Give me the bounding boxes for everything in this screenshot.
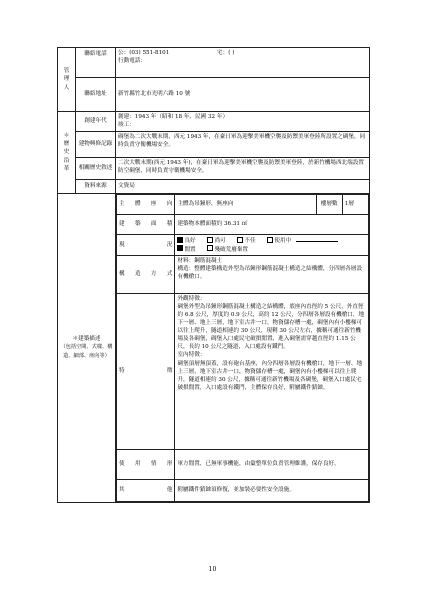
related-history-label: 相關歷史敘述 <box>76 158 116 180</box>
repair-record-value: 碉堡為二次大戰末期，西元 1943 年，在臺日軍為迎擊美軍機空襲及防禦美軍登陸所設置之碉堡，同時負責守衛機場安全。 <box>116 132 370 158</box>
home-phone-value: 宅：( ) <box>217 50 235 56</box>
structure-material: 材料：鋼筋混凝土 <box>177 257 223 264</box>
related-history-value: 二次大戰末期(西元 1943 年)，在臺日軍為迎擊美軍機空襲及防禦美軍登陸，於新竹機場西北端設置防空碉堡，同時負責守衛機場安全。 <box>116 158 370 180</box>
phone-value: 公：(03) 551-8101 <box>118 50 170 56</box>
area-label: 建 築 面 積 <box>117 215 175 235</box>
built-year-cell <box>116 112 370 132</box>
floors-label: 樓層數 <box>316 195 342 215</box>
exterior-title: 外觀特徵： <box>177 295 206 302</box>
built-year-label: 創建年代 <box>76 112 116 132</box>
structure-cell <box>175 255 369 293</box>
interior-title: 室內特徵： <box>177 352 206 359</box>
exterior-text: 碉堡外型為吊鐘形鋼筋混凝土構造之結構體，底座內直徑約 5 公尺，外直徑約 6.8 公尺，厚度約 0.9 公尺，高約 12 公尺，分四層各層設有機槍口，地下一層、地上三層，地下室古井一口，物資儲存槽一處，碉堡內有小樓梯可以往上爬升，隧道相連約 30 公尺，現剩 30 公尺左右，據稱可通往新竹機場及各碉堡，碉堡入口處民宅破損閒置，進入碉堡需穿越直徑約 1.15 公尺，長約 10 公尺之隧道，入口處設有鐵門。 <box>177 303 365 351</box>
features-label: 特 徵 <box>117 293 175 449</box>
address-value: 新竹縣竹北市光明六路 10 號 <box>116 78 370 112</box>
building-section-label: ＊建築描述 （包括空間、式樣、構造、細部、座向等） <box>58 194 116 503</box>
structure-desc: 構造：整體建築構造外型為吊鐘形鋼筋混凝土構造之結構體，分四層各層設有機槍口。 <box>177 265 363 280</box>
status-in-use-checkbox[interactable]: 使用中 <box>267 238 338 244</box>
status-ruined-checkbox[interactable]: 殘破荒廢棄置 <box>207 247 253 253</box>
status-idle-checkbox[interactable]: 閒置 <box>177 247 200 253</box>
source-value: 文資局 <box>116 180 370 194</box>
status-good-checkbox[interactable]: 良好 <box>177 238 200 244</box>
status-options <box>175 235 369 256</box>
building-detail-table <box>116 194 369 502</box>
completed-value: 竣工： <box>118 122 135 129</box>
other-value: 附屬鐵件錆蝕須修復，並加裝必要性安全設施。 <box>175 479 369 501</box>
repair-record-label: 建物興修記錄 <box>76 132 116 158</box>
manager-section-label: 管理人 <box>58 48 76 112</box>
interior-text: 碉堡頂層無頂蓋，設有砲台基座，內分四層各層設有機槍口，地下一層、地上三層，地下室古井一口，物資儲存槽一處，碉堡內有小樓梯可以往上爬升，隧道相連約 30 公尺，據稱可通往新竹機場及各碉堡，碉堡入口處民宅破損閒置，入口處設有鐵門，主體保存良好，附屬鐵件錆蝕。 <box>177 360 363 391</box>
built-year-value: 創建：1943 年（昭和 18 年、民國 32 年） <box>118 114 229 120</box>
structure-label: 構 造 方 式 <box>117 255 175 293</box>
source-label: 資料來源 <box>76 180 116 194</box>
status-fair-checkbox[interactable]: 尚可 <box>207 238 230 244</box>
heritage-record-form <box>57 47 370 503</box>
mobile-value: 行動電話： <box>118 58 146 65</box>
page-number: 10 <box>208 566 217 573</box>
usage-label: 使 用 情 形 <box>117 449 175 479</box>
area-value: 建築物本體面積約 36.31 ㎡ <box>175 215 369 235</box>
history-section-label: ＊歷史沿革 <box>58 112 76 194</box>
status-poor-checkbox[interactable]: 不佳 <box>237 238 260 244</box>
phone-label: 聯絡電話 <box>76 48 116 78</box>
status-label: 現 況 <box>117 235 175 256</box>
other-label: 其 他 <box>117 479 175 501</box>
address-label: 聯絡地址 <box>76 78 116 112</box>
orientation-value: 主體為吊鐘形，無座向 <box>175 195 316 215</box>
orientation-label: 主 體 座 向 <box>117 195 175 215</box>
floors-value: 1層 <box>342 195 368 215</box>
features-cell <box>175 293 369 449</box>
phone-cell <box>116 48 370 78</box>
usage-value: 軍方閒置，已無軍事機能，由彙整單位負責管理維護，保存良好。 <box>175 449 369 479</box>
